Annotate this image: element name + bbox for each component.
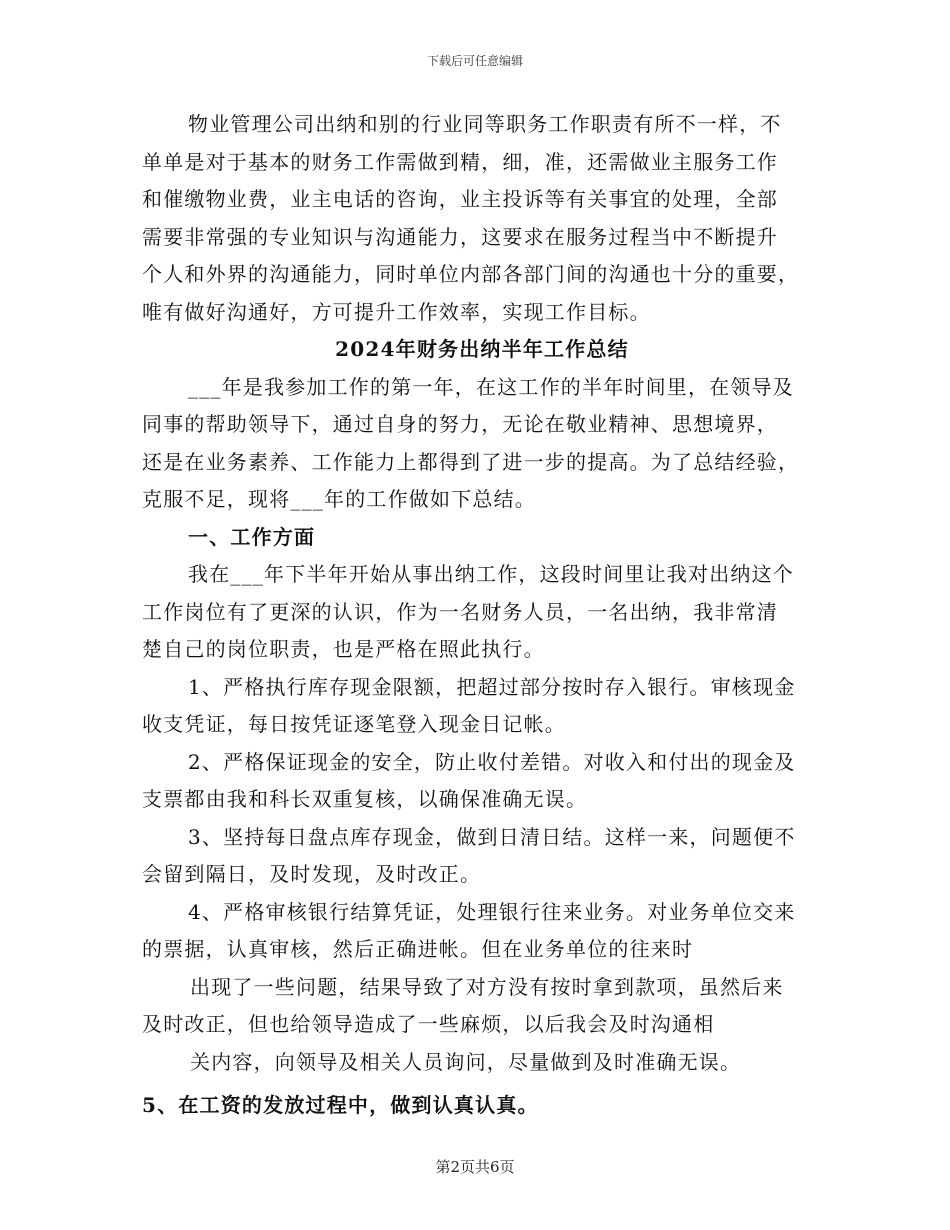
list-item-line: 出现了一些问题，结果导致了对方没有按时拿到款项，虽然后来 [190,974,784,999]
list-item-line: 收支凭证，每日按凭证逐笔登入现金日记帐。 [142,712,566,736]
paragraph-line: 唯有做好沟通好，方可提升工作效率，实现工作目标。 [142,299,651,324]
paragraph-line: 工作岗位有了更深的认识，作为一名财务人员，一名出纳，我非常清 [142,599,778,624]
paragraph-line: 个人和外界的沟通能力，同时单位内部各部门间的沟通也十分的重要， [142,262,800,286]
list-item-line: 及时改正，但也给领导造成了一些麻烦，以后我会及时沟通相 [142,1012,715,1036]
paragraph-line: 还是在业务素养、工作能力上都得到了进一步的提高。为了总结经验， [142,449,800,474]
paragraph-line: 单单是对于基本的财务工作需做到精，细，准，还需做业主服务工作 [142,149,778,174]
paragraph-line: 我在___年下半年开始从事出纳工作，这段时间里让我对出纳这个 [188,562,794,586]
section-heading: 一、工作方面 [188,524,316,549]
paragraph-line: 同事的帮助领导下，通过自身的努力，无论在敬业精神、思想境界， [142,412,778,436]
paragraph-line: 需要非常强的专业知识与沟通能力，这要求在服务过程当中不断提升 [142,224,778,249]
page-footer: 第2页共6页 [435,1158,515,1176]
list-item-heading: 5、在工资的发放过程中，做到认真认真。 [142,1093,539,1117]
section-title: 2024年财务出纳半年工作总结 [335,337,629,361]
page-header: 下载后可任意编辑 [426,54,523,68]
paragraph-line: 楚自己的岗位职责，也是严格在照此执行。 [142,637,545,661]
list-item-line: 2、严格保证现金的安全，防止收付差错。对收入和付出的现金及 [188,749,796,774]
list-item-line: 1、严格执行库存现金限额，把超过部分按时存入银行。审核现金 [188,674,796,699]
list-item-line: 会留到隔日，及时发现，及时改正。 [142,862,482,886]
list-item-line: 的票据，认真审核，然后正确进帐。但在业务单位的往来时 [142,937,694,961]
paragraph-line: 和催缴物业费，业主电话的咨询，业主投诉等有关事宜的处理，全部 [142,187,778,211]
paragraph-line: ___年是我参加工作的第一年，在这工作的半年时间里，在领导及 [188,374,794,399]
document-body [142,106,810,1125]
list-item-line: 3、坚持每日盘点库存现金，做到日清日结。这样一来，问题便不 [188,824,796,849]
paragraph-line: 物业管理公司出纳和别的行业同等职务工作职责有所不一样，不 [188,112,782,136]
list-item-line: 支票都由我和科长双重复核，以确保准确无误。 [142,787,588,811]
list-item-line: 关内容，向领导及相关人员询问，尽量做到及时准确无误。 [190,1049,742,1074]
list-item-line: 4、严格审核银行结算凭证，处理银行往来业务。对业务单位交来 [188,899,796,924]
paragraph-line: 克服不足，现将___年的工作做如下总结。 [142,487,536,511]
